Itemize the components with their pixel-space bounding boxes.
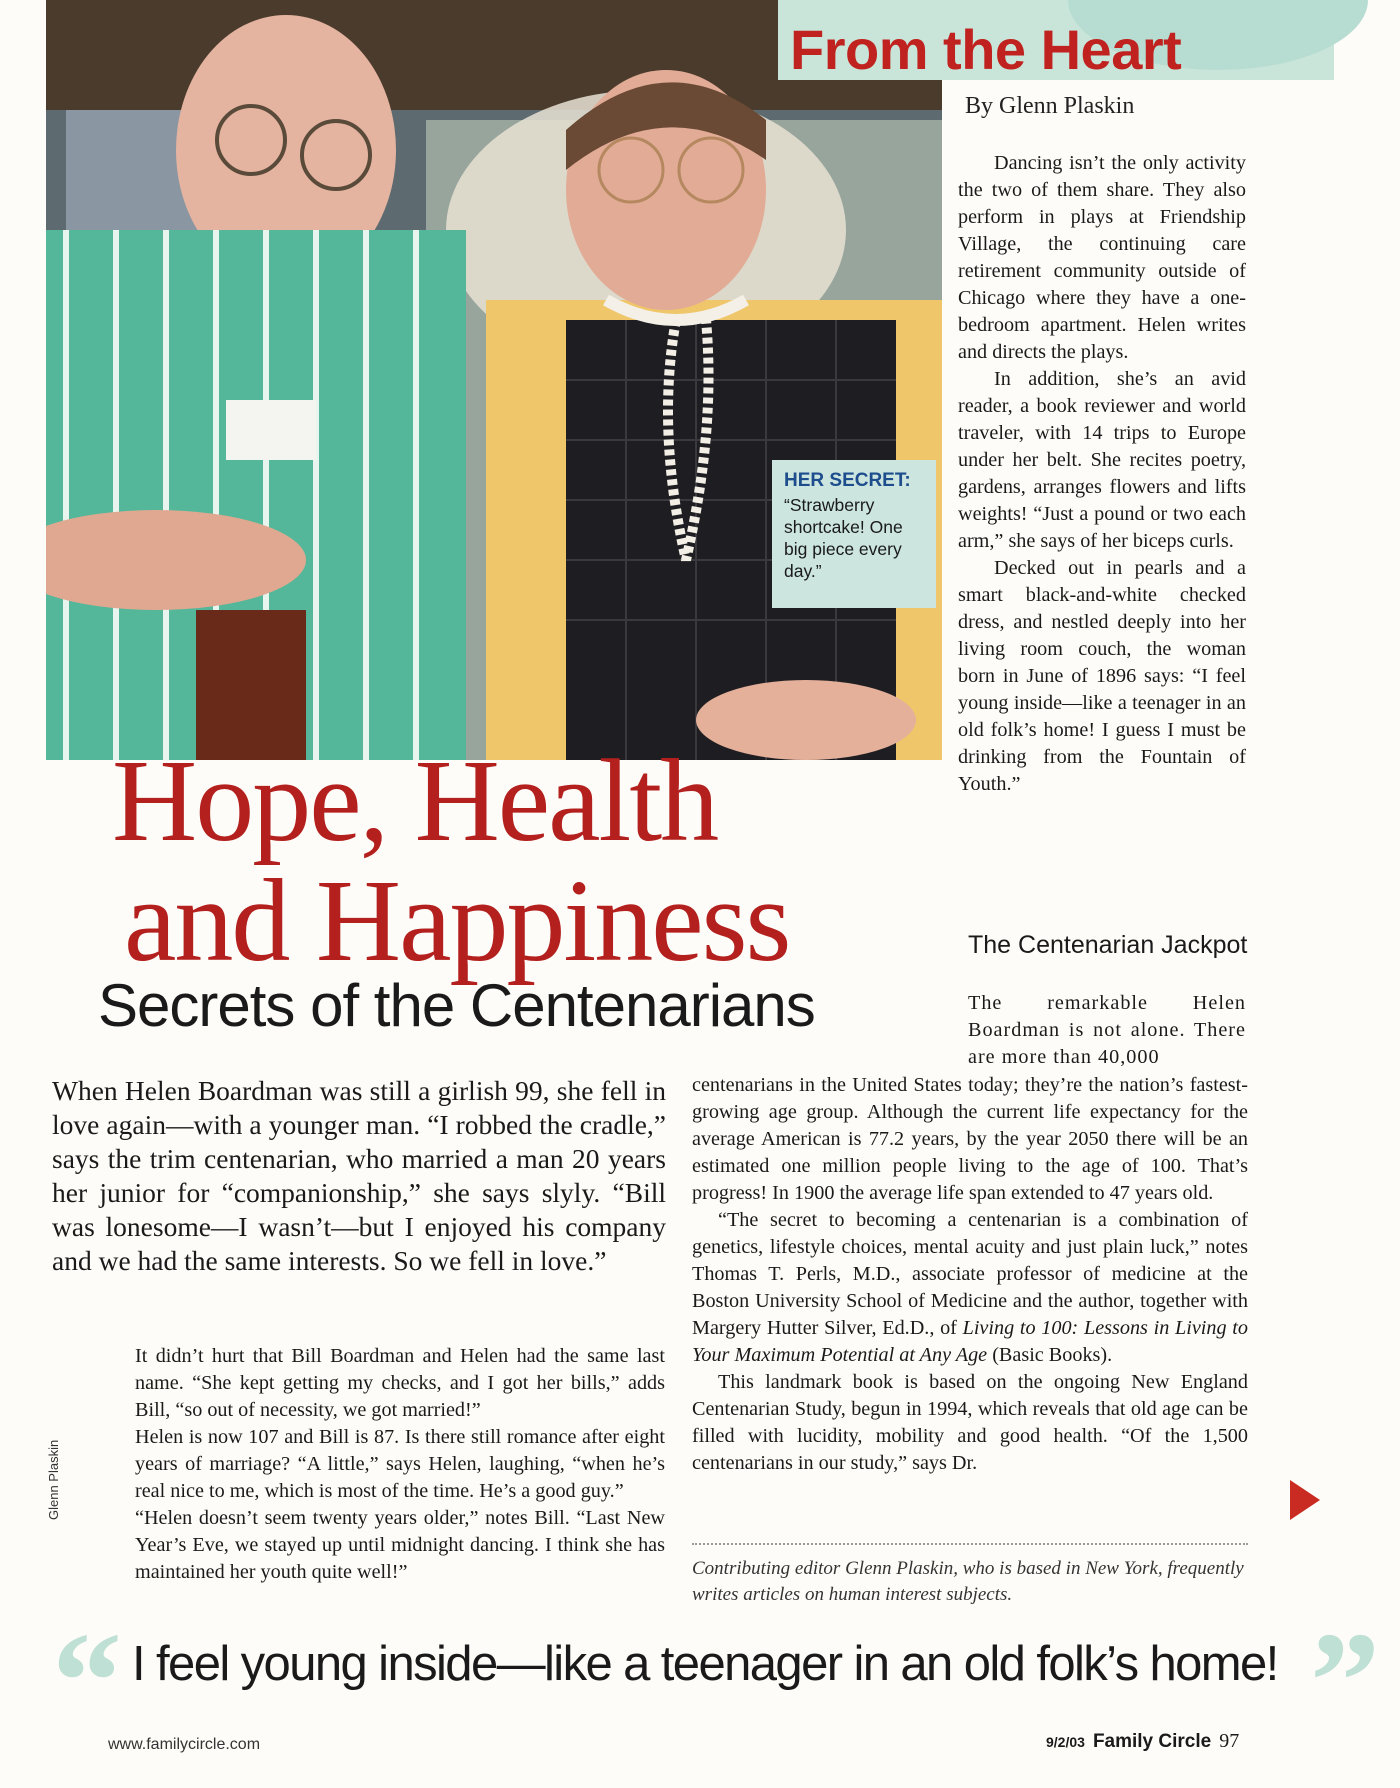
callout-heading: HER SECRET: — [784, 470, 911, 491]
paragraph: “Helen doesn’t seem twenty years older,” notes Bill. “Last New Year’s Eve, we stayed up until midnight dancing. I think she has maintained her youth quite well!” — [135, 1507, 665, 1583]
paragraph: Dancing isn’t the only activity the two of them share. They also perform in plays at Friendship Village, the continuing care retirement community outside of Chicago where they have a one-bedroom apartment. Helen writes and directs the plays. — [958, 152, 1246, 363]
paragraph: It didn’t hurt that Bill Boardman and Helen had the same last name. “She kept getting my checks, and I got her bills,” adds Bill, “so out of necessity, we got married!” — [135, 1345, 665, 1421]
lede-paragraph: When Helen Boardman was still a girlish 99, she fell in love again—with a younger man. “I robbed the cradle,” says the trim centenarian, who married a man 20 years her junior for “companionship,” she says slyly. “Bill was lonesome—I wasn’t—but I enjoyed his company and we had the same interests. So we fell in love.” — [52, 1075, 666, 1276]
subhead-centenarian-jackpot: The Centenarian Jackpot — [968, 931, 1248, 959]
jackpot-lead-text: The remarkable Helen Boardman is not alone. There are more than 40,000 — [968, 992, 1246, 1068]
paragraph-with-book — [692, 1207, 1248, 1369]
paragraph: Helen is now 107 and Bill is 87. Is there still romance after eight years of marriage? “A little,” says Helen, laughing, “when he’s real nice to me, which is most of the time. He’s a good guy.” — [135, 1426, 665, 1502]
folio — [1046, 1730, 1239, 1753]
section-title: From the Heart — [790, 18, 1182, 81]
paragraph: centenarians in the United States today; they’re the nation’s fastest-growing age group. Although the current life expectancy for the average American is 77.2 years, by the year 2050 there will be an estimated one million people living to the age of 100. That’s progress! In 1900 the average life span extended to 47 years old. — [692, 1074, 1248, 1204]
photo-illustration — [46, 0, 942, 760]
footer-url[interactable]: www.familycircle.com — [108, 1736, 261, 1753]
magazine-name: Family Circle — [1092, 1731, 1212, 1752]
couple-photo — [46, 0, 942, 760]
headline-line-2: and Happiness — [124, 855, 790, 986]
page-number: 97 — [1219, 1730, 1240, 1752]
byline: By Glenn Plaskin — [965, 93, 1135, 119]
paragraph: This landmark book is based on the ongoing New England Centenarian Study, begun in 1994, which reveals that old age can be filled with lucidity, mobility and good health. “Of the 1,500 centenarians in our study,” says Dr. — [692, 1371, 1248, 1474]
right-column — [958, 150, 1246, 798]
headline-subtitle: Secrets of the Centenarians — [98, 972, 815, 1039]
paragraph: In addition, she’s an avid reader, a book reviewer and world traveler, with 14 trips to Europe under her belt. She recites poetry, gardens, arranges flowers and lifts weights! “Just a pound or two each arm,” she says of her biceps curls. — [958, 368, 1246, 552]
pull-quote: I feel young inside—like a teenager in an old folk’s home! — [132, 1637, 1278, 1691]
contributor-note: Contributing editor Glenn Plaskin, who is based in New York, frequently writes articles on human interest subjects. — [692, 1558, 1244, 1605]
headline-line-1: Hope, Health — [112, 735, 718, 866]
dotted-divider — [692, 1543, 1248, 1545]
callout-body: “Strawberry shortcake! One big piece every day.” — [784, 495, 903, 581]
open-quote-icon: “ — [52, 1604, 122, 1759]
middle-column — [692, 1072, 1248, 1477]
left-column — [135, 1343, 665, 1586]
her-secret-callout — [772, 460, 936, 608]
paragraph-text: “The secret to becoming a centenarian is a combination of genetics, lifestyle choices, mental acuity and just plain luck,” notes Thomas T. Perls, M.D., associate professor of medicine at the Boston University School of Medicine and the author, together with Margery Hutter Silver, Ed.D., of — [692, 1209, 1248, 1339]
paragraph: Decked out in pearls and a smart black-and-white checked dress, and nestled deeply into her living room couch, the woman born in June of 1896 says: “I feel young inside—like a teenager in an old folk’s home! I guess I must be drinking from the Fountain of Youth.” — [958, 557, 1246, 795]
book-title: Living to 100: Lessons in Living to Your Maximum Potential at Any Age — [692, 1317, 1248, 1366]
close-quote-icon: ” — [1310, 1604, 1380, 1759]
book-publisher: (Basic Books). — [987, 1344, 1113, 1366]
photo-credit: Glenn Plaskin — [46, 1439, 61, 1520]
continue-arrow-icon[interactable] — [1290, 1480, 1320, 1520]
issue-date: 9/2/03 — [1046, 1734, 1085, 1750]
